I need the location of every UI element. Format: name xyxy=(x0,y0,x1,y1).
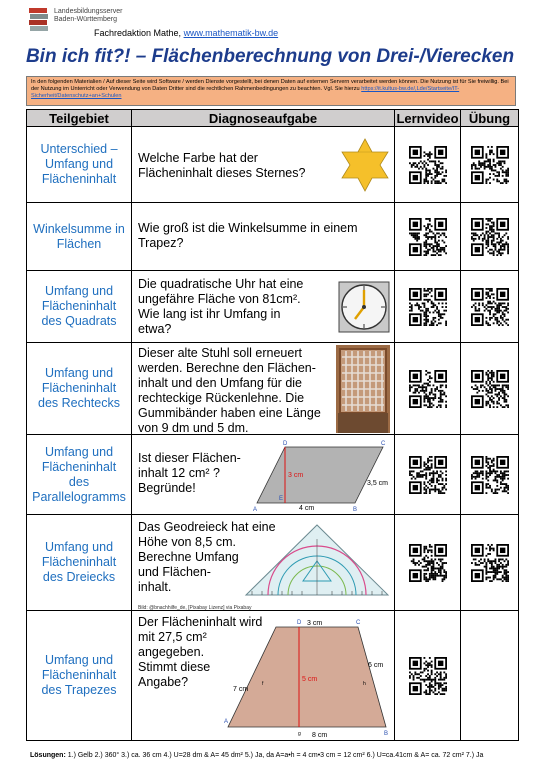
chair-photo xyxy=(336,345,390,433)
task-line: ungefähre Fläche von 81cm². xyxy=(138,292,301,306)
uebung-cell[interactable] xyxy=(461,343,519,435)
task-line: Gummibänder haben eine Länge xyxy=(138,406,321,420)
label-side: 3,5 cm xyxy=(367,480,389,487)
task-line: Stimmt diese xyxy=(138,660,211,674)
task-line: rechteckige Rückenlehne. Die xyxy=(138,391,305,405)
topic-line: Umfang und xyxy=(44,157,114,171)
topic-line: Flächen xyxy=(56,236,102,251)
books-logo-icon xyxy=(28,6,50,34)
table-row xyxy=(27,203,519,271)
topic-line: Winkelsumme in xyxy=(33,221,125,236)
topic-line: Umfang und xyxy=(44,284,114,298)
topic-line: des xyxy=(68,474,90,489)
label-base: 4 cm xyxy=(299,505,315,512)
task-line: inhalt und den Umfang für die xyxy=(138,376,302,390)
task-line: etwa? xyxy=(138,322,172,336)
clock-figure xyxy=(338,281,390,333)
column-header: Diagnoseaufgabe xyxy=(132,110,395,127)
table-header-row xyxy=(27,110,519,127)
task-line: Das Geodreieck hat eine xyxy=(138,520,276,534)
lernvideo-cell[interactable] xyxy=(395,611,461,741)
task-line: und Flächen- xyxy=(138,565,211,579)
topic-cell xyxy=(27,435,132,515)
qr-code-icon[interactable] xyxy=(409,657,447,695)
label-height: 5 cm xyxy=(302,676,318,683)
topic-line: Unterschied – xyxy=(40,142,118,156)
task-cell xyxy=(132,515,395,611)
column-header: Lernvideo xyxy=(396,110,459,126)
task-cell xyxy=(132,343,395,435)
qr-code-icon[interactable] xyxy=(471,146,509,184)
logo-line1: Landesbildungsserver xyxy=(54,8,123,15)
qr-code-icon[interactable] xyxy=(409,288,447,326)
task-line: Wie lang ist ihr Umfang in xyxy=(138,307,281,321)
topic-cell xyxy=(27,343,132,435)
task-line: inhalt. xyxy=(138,580,172,594)
label-g: g xyxy=(298,731,301,737)
topic-cell xyxy=(27,127,132,203)
qr-code-icon[interactable] xyxy=(471,288,509,326)
qr-code-icon[interactable] xyxy=(409,218,447,256)
label-C: C xyxy=(381,441,386,447)
star-figure xyxy=(339,137,391,193)
label-D: D xyxy=(283,441,288,447)
task-line: Trapez? xyxy=(138,236,184,250)
topic-line: Flächeninhalt xyxy=(41,381,117,395)
lernvideo-cell[interactable] xyxy=(395,343,461,435)
solutions-label: Lösungen: xyxy=(30,752,66,759)
table-row xyxy=(27,515,519,611)
uebung-cell[interactable] xyxy=(461,271,519,343)
trapezoid-figure xyxy=(216,615,394,739)
topic-line: Flächeninhalt xyxy=(41,172,117,186)
task-text xyxy=(138,221,358,251)
qr-code-icon[interactable] xyxy=(409,370,447,408)
qr-code-icon[interactable] xyxy=(471,370,509,408)
disclaimer-box xyxy=(26,76,516,106)
task-line: Berechne Umfang xyxy=(138,550,239,564)
task-line: Höhe von 8,5 cm. xyxy=(138,535,236,549)
topic-line: Flächeninhalt xyxy=(41,555,117,569)
label-left: 7 cm xyxy=(233,686,249,693)
solutions-text: 1.) Gelb 2.) 360° 3.) ca. 36 cm 4.) U=28 dm & A= 45 dm² 5.) Ja, da A=a•h = 4 cm•3 cm = 12 cm² 6.) U=ca.41cm & A= ca. 72 cm² 7.) Ja xyxy=(67,752,484,759)
image-credit: Bild: @bnachhilfe_de, [Pixabay Lizenz] via Pixabay xyxy=(138,605,252,611)
topic-line: Umfang und xyxy=(44,444,114,459)
credit-line xyxy=(94,28,278,38)
topic-cell xyxy=(27,203,132,271)
lernvideo-cell[interactable] xyxy=(395,515,461,611)
table-row xyxy=(27,271,519,343)
solutions-line xyxy=(30,752,530,759)
topic-line: Parallelogramms xyxy=(32,489,126,504)
topic-cell xyxy=(27,611,132,741)
uebung-cell[interactable] xyxy=(461,515,519,611)
task-line: Begründe! xyxy=(138,481,196,495)
label-bottom: 8 cm xyxy=(312,732,328,739)
label-C: C xyxy=(356,620,361,626)
label-height: 3 cm xyxy=(288,472,304,479)
task-cell xyxy=(132,203,395,271)
logo-line2: Baden-Württemberg xyxy=(54,16,118,23)
label-f: f xyxy=(262,681,264,687)
topic-line: des Rechtecks xyxy=(38,396,120,410)
label-D: D xyxy=(297,620,302,626)
credit-prefix: Fachredaktion Mathe, xyxy=(94,28,182,38)
page-title: Bin ich fit?! – Flächenberechnung von Drei-/Vierecken xyxy=(25,46,515,67)
topic-line: Umfang und xyxy=(44,366,114,380)
task-text xyxy=(138,151,305,181)
uebung-cell[interactable] xyxy=(461,435,519,515)
table-row xyxy=(27,611,519,741)
topic-line: des Trapezes xyxy=(41,683,117,697)
qr-code-icon[interactable] xyxy=(409,456,447,494)
task-line: Welche Farbe hat der xyxy=(138,151,258,165)
task-cell xyxy=(132,435,395,515)
uebung-cell[interactable] xyxy=(461,127,519,203)
qr-code-icon[interactable] xyxy=(471,456,509,494)
task-line: von 9 dm und 5 dm. xyxy=(138,421,249,435)
label-h: h xyxy=(363,681,366,687)
task-text xyxy=(138,451,241,496)
task-line: mit 27,5 cm² xyxy=(138,630,207,644)
qr-code-icon[interactable] xyxy=(409,544,447,582)
task-line: Flächeninhalt dieses Sternes? xyxy=(138,166,306,180)
task-line: Die quadratische Uhr hat eine xyxy=(138,277,304,291)
qr-code-icon[interactable] xyxy=(471,544,509,582)
topic-line: Flächeninhalt xyxy=(41,668,117,682)
column-header: Teilgebiet xyxy=(27,110,132,127)
task-line: werden. Berechne den Flächen- xyxy=(138,361,316,375)
topic-cell xyxy=(27,515,132,611)
lernvideo-cell[interactable] xyxy=(395,127,461,203)
task-cell xyxy=(132,271,395,343)
task-line: Angabe? xyxy=(138,675,189,689)
task-text xyxy=(138,277,303,337)
parallelogram-figure xyxy=(247,439,392,513)
task-line: Der Flächeninhalt wird xyxy=(138,615,263,629)
lernvideo-cell[interactable] xyxy=(395,435,461,515)
label-right: 6 cm xyxy=(368,662,384,669)
topic-line: des Quadrats xyxy=(41,314,117,328)
disclaimer-text: In den folgenden Materialien / Auf dieser Seite wird Software / werden Dienste vorgestellt, bei denen Daten auf externen Servern verarbeitet werden können. Die Nutzung ist für Sie freiwillig. Bei der Nutzung im Unterricht oder Verwendung von Daten Dritter sind die rechtlichen Rahmenbedingungen zu beachten. Vgl. Sie hierzu xyxy=(31,79,509,93)
label-B: B xyxy=(384,731,389,737)
task-line: inhalt 12 cm² ? xyxy=(138,466,220,480)
qr-code-icon[interactable] xyxy=(409,146,447,184)
label-A: A xyxy=(224,719,229,725)
uebung-cell[interactable] xyxy=(461,203,519,271)
table-row xyxy=(27,435,519,515)
geodreieck-photo xyxy=(242,519,392,599)
table-row xyxy=(27,127,519,203)
task-cell xyxy=(132,611,395,741)
task-line: Ist dieser Flächen- xyxy=(138,451,241,465)
label-top: 3 cm xyxy=(307,620,323,627)
logo-text xyxy=(54,8,123,24)
task-line: Wie groß ist die Winkelsumme in einem xyxy=(138,221,358,235)
topic-line: Umfang und xyxy=(44,540,114,554)
credit-link[interactable]: www.mathematik-bw.de xyxy=(183,28,279,38)
lernvideo-cell[interactable] xyxy=(395,203,461,271)
column-header: Übung xyxy=(461,110,519,127)
task-cell xyxy=(132,127,395,203)
topic-cell xyxy=(27,271,132,343)
task-line: angegeben. xyxy=(138,645,205,659)
task-table xyxy=(26,109,519,741)
topic-line: des Dreiecks xyxy=(42,570,116,584)
task-line: Dieser alte Stuhl soll erneuert xyxy=(138,346,302,360)
qr-code-icon[interactable] xyxy=(471,218,509,256)
topic-line: Flächeninhalt xyxy=(41,299,117,313)
table-row xyxy=(27,343,519,435)
label-A: A xyxy=(253,507,258,513)
lernvideo-cell[interactable] xyxy=(395,271,461,343)
task-text xyxy=(138,346,321,436)
label-E: E xyxy=(279,496,284,502)
topic-line: Flächeninhalt xyxy=(41,459,117,474)
label-B: B xyxy=(353,507,358,513)
uebung-cell xyxy=(461,611,519,741)
topic-line: Umfang und xyxy=(44,653,114,667)
disclaimer-link[interactable]: https://it.kultus-bw.de/,Lde/Startseite/IT-Sicherheit/Datenschutz+an+Schulen xyxy=(31,86,460,100)
